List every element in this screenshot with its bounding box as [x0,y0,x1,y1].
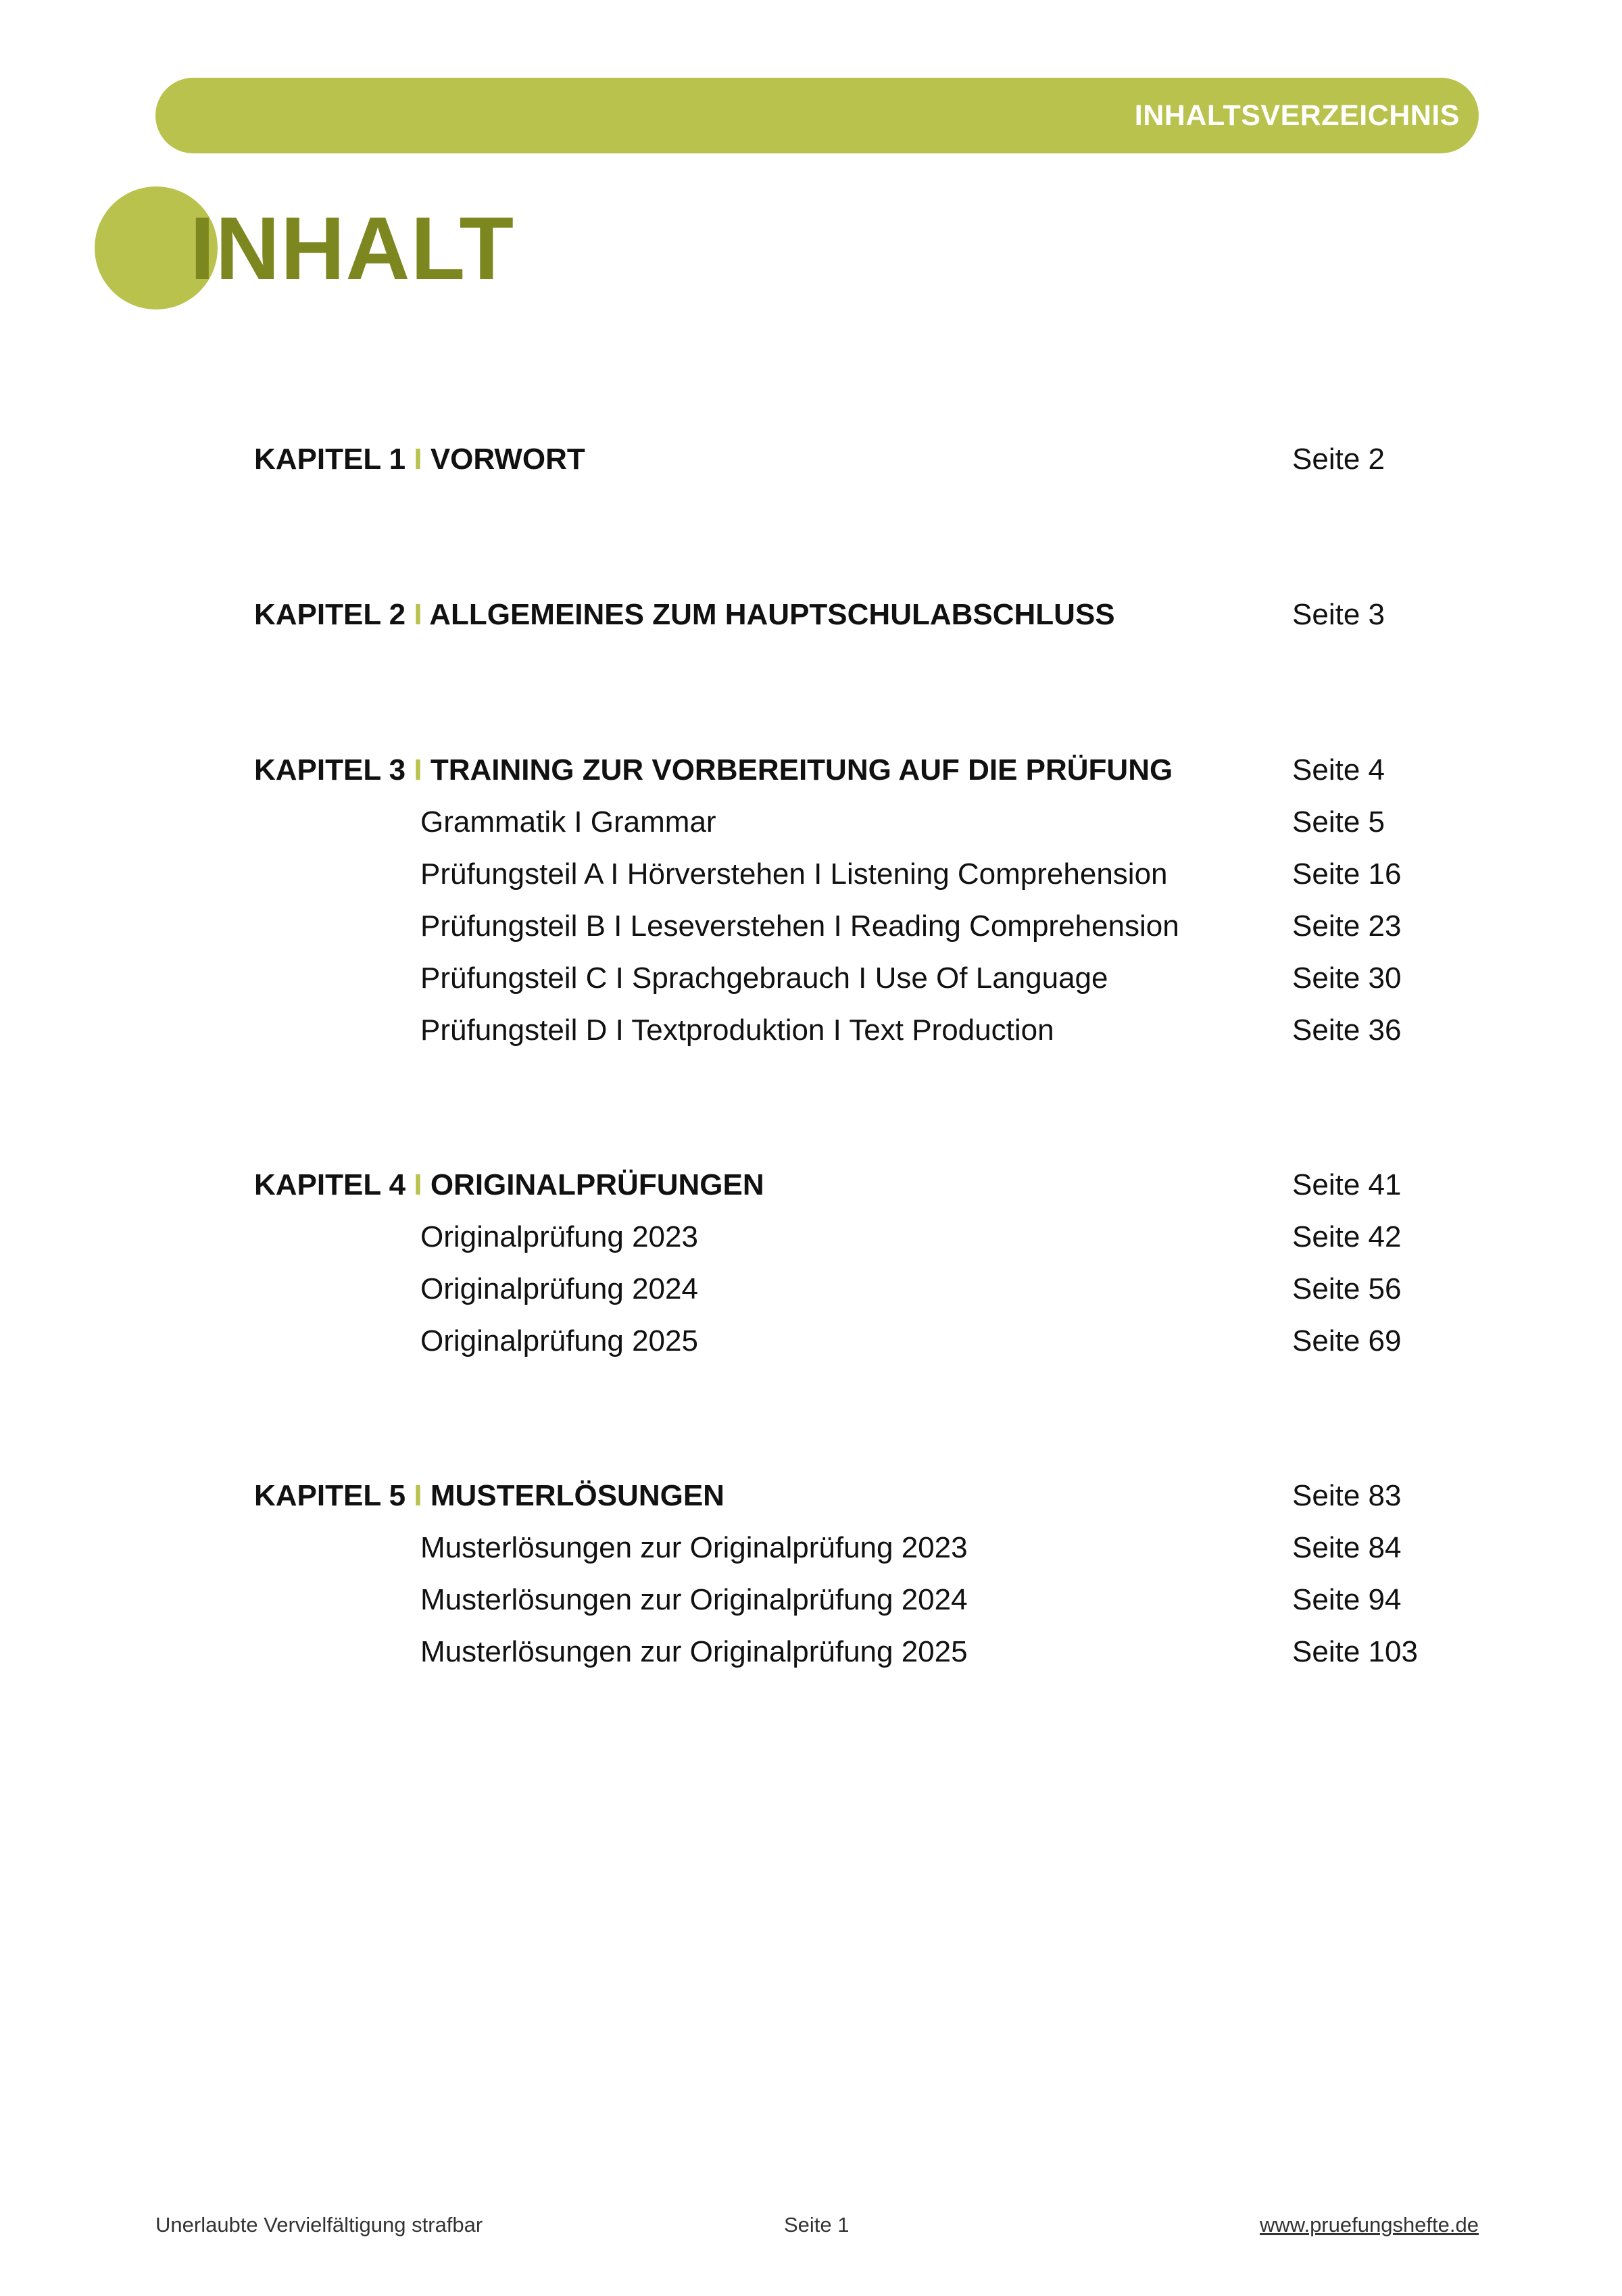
toc-item-label: Originalprüfung 2025 [420,1324,698,1357]
chapter-4-heading[interactable] [254,1159,1471,1211]
chapter-3 [254,744,1471,1056]
toc-item-label: Prüfungsteil A I Hörverstehen I Listening Comprehension [420,857,1168,891]
chapter-2 [254,589,1471,641]
header-bar [155,78,1479,153]
toc-item-page: Seite 94 [1292,1583,1402,1616]
toc-item-page: Seite 16 [1292,857,1402,891]
chapter-3-page: Seite 4 [1292,753,1385,787]
chapter-4 [254,1159,1471,1367]
toc-item[interactable] [254,1263,1471,1315]
toc-item-page: Seite 42 [1292,1220,1402,1253]
chapter-2-label: KAPITEL 2 I ALLGEMEINES ZUM HAUPTSCHULABSCHLUSS [254,598,1115,631]
chapter-1-label: KAPITEL 1 I VORWORT [254,443,585,476]
toc-item[interactable] [254,1626,1471,1678]
toc-item[interactable] [254,1574,1471,1626]
chapter-4-label: KAPITEL 4 I ORIGINALPRÜFUNGEN [254,1168,764,1201]
toc-item-page: Seite 69 [1292,1324,1402,1357]
toc-item-label: Prüfungsteil B I Leseverstehen I Reading Comprehension [420,909,1179,943]
chapter-1 [254,433,1471,485]
footer-copyright: Unerlaubte Vervielfältigung strafbar [155,2213,483,2237]
toc-item-label: Musterlösungen zur Originalprüfung 2025 [420,1635,968,1668]
toc-item-page: Seite 56 [1292,1272,1402,1305]
toc-item-page: Seite 103 [1292,1635,1418,1668]
toc-item-label: Musterlösungen zur Originalprüfung 2023 [420,1531,968,1564]
toc-item[interactable] [254,900,1471,952]
toc-item-label: Prüfungsteil D I Textproduktion I Text Production [420,1014,1054,1047]
footer-website-link[interactable]: www.pruefungshefte.de [1260,2213,1479,2237]
toc-item[interactable] [254,848,1471,900]
chapter-1-page: Seite 2 [1292,443,1385,476]
toc-item-page: Seite 5 [1292,805,1385,839]
chapter-2-heading[interactable] [254,589,1471,641]
chapter-5-heading[interactable] [254,1470,1471,1522]
chapter-2-page: Seite 3 [1292,598,1385,631]
toc-item-page: Seite 36 [1292,1014,1402,1047]
chapter-1-heading[interactable] [254,433,1471,485]
chapter-4-page: Seite 41 [1292,1168,1402,1201]
chapter-5-label: KAPITEL 5 I MUSTERLÖSUNGEN [254,1479,724,1512]
toc-item[interactable] [254,1315,1471,1367]
toc-item[interactable] [254,1211,1471,1263]
toc-item[interactable] [254,1004,1471,1056]
toc-item-label: Originalprüfung 2024 [420,1272,698,1305]
toc-item-page: Seite 84 [1292,1531,1402,1564]
page-title: INHALT [190,199,515,298]
toc-item-label: Musterlösungen zur Originalprüfung 2024 [420,1583,968,1616]
footer-page-number: Seite 1 [784,2213,850,2237]
toc-item-page: Seite 23 [1292,909,1402,943]
toc-item-page: Seite 30 [1292,962,1402,995]
chapter-3-heading[interactable] [254,744,1471,796]
toc-item[interactable] [254,952,1471,1004]
toc-item[interactable] [254,796,1471,848]
toc-item[interactable] [254,1522,1471,1574]
chapter-5-page: Seite 83 [1292,1479,1402,1512]
chapter-5 [254,1470,1471,1678]
toc-item-label: Prüfungsteil C I Sprachgebrauch I Use Of Language [420,962,1108,995]
header-label: INHALTSVERZEICHNIS [1134,99,1460,132]
chapter-3-label: KAPITEL 3 I TRAINING ZUR VORBEREITUNG AUF DIE PRÜFUNG [254,753,1173,787]
toc-item-label: Originalprüfung 2023 [420,1220,698,1253]
toc-item-label: Grammatik I Grammar [420,805,716,839]
